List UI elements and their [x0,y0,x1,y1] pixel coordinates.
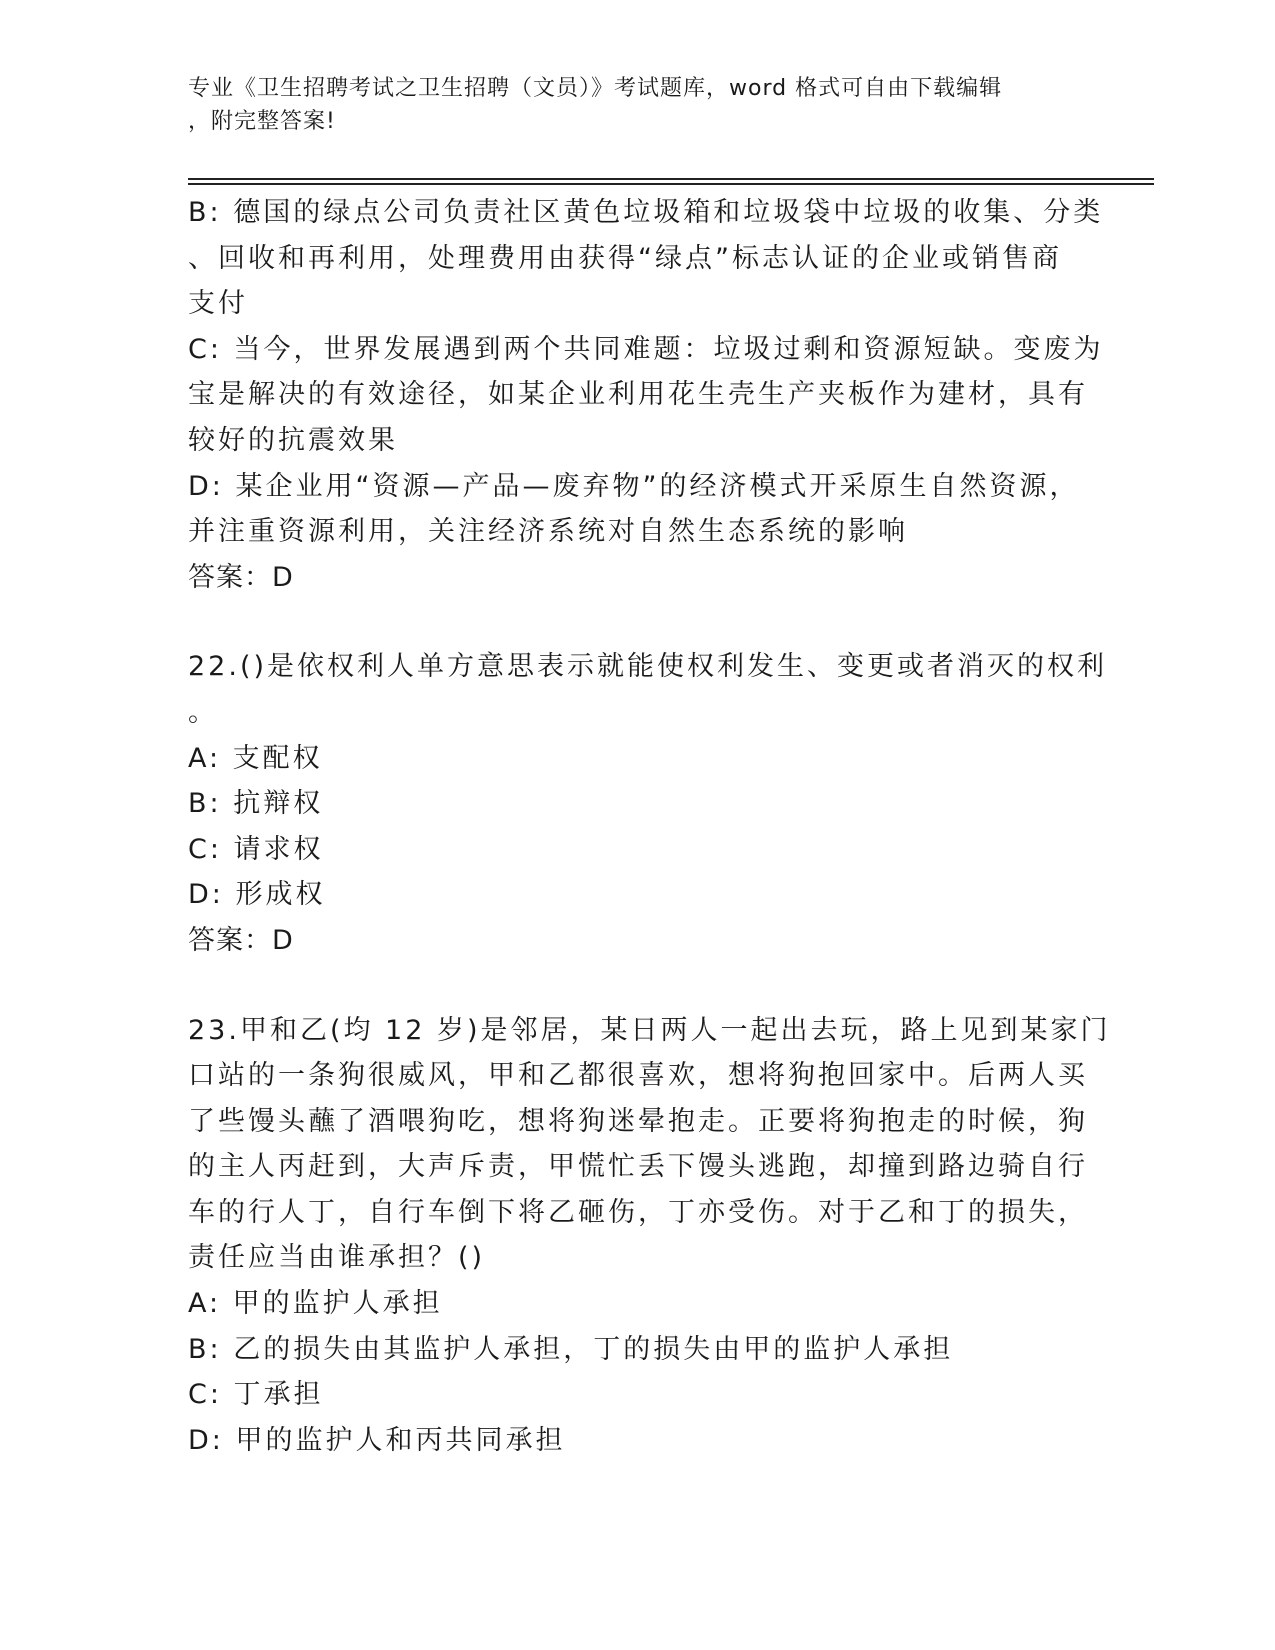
q23-stem-line-5: 车的行人丁，自行车倒下将乙砸伤，丁亦受伤。对于乙和丁的损失， [188,1196,1088,1228]
q23-option-c: C: 丁承担 [188,1379,324,1411]
question-spacer [188,964,1088,1008]
header-title-line-2: ，附完整答案! [188,109,336,134]
q21-option-d [188,464,1088,555]
q23-stem-line-3: 了些馒头蘸了酒喂狗吃，想将狗迷晕抱走。正要将狗抱走的时候，狗 [188,1105,1088,1137]
q23-option-a: A: 甲的监护人承担 [188,1288,443,1320]
q21-answer: 答案：D [188,561,294,593]
q22-option-a: A: 支配权 [188,742,323,774]
q23-stem-line-1: 23.甲和乙(均 12 岁)是邻居，某日两人一起出去玩，路上见到某家门 [188,1014,1111,1046]
header-divider-top [188,178,1154,180]
q21-option-c [188,327,1104,464]
q21-option-b-line-1: B: 德国的绿点公司负责社区黄色垃圾箱和垃圾袋中垃圾的收集、分类 [188,197,1104,228]
q21-option-c-line-1: C: 当今，世界发展遇到两个共同难题：垃圾过剩和资源短缺。变废为 [188,333,1104,365]
q22-option-d: D: 形成权 [188,879,326,911]
header-title-line-1: 专业《卫生招聘考试之卫生招聘（文员）》考试题库，word 格式可自由下载编辑 [188,76,1003,101]
q21-option-c-line-3: 较好的抗震效果 [188,424,398,456]
document-header [188,72,1088,138]
q21-option-c-line-2: 宝是解决的有效途径，如某企业利用花生壳生产夹板作为建材，具有 [188,379,1088,411]
question-21 [188,190,1104,600]
q21-option-d-line-2: 并注重资源利用，关注经济系统对自然生态系统的影响 [188,516,908,548]
header-divider-bottom [188,183,1154,185]
q22-stem-line-1: 22.()是依权利人单方意思表示就能使权利发生、变更或者消灭的权利 [188,651,1108,683]
q23-stem-line-4: 的主人丙赶到，大声斥责，甲慌忙丢下馒头逃跑，却撞到路边骑自行 [188,1151,1088,1183]
q21-option-b [188,190,1104,327]
q22-stem-line-2: 。 [188,696,218,728]
q22-answer: 答案：D [188,924,294,956]
question-22 [188,644,1108,963]
question-23 [188,1008,1111,1464]
q22-option-b: B: 抗辩权 [188,788,324,820]
question-content [188,190,1111,1463]
q23-stem-line-2: 口站的一条狗很威风，甲和乙都很喜欢，想将狗抱回家中。后两人买 [188,1060,1088,1092]
q23-option-b: B: 乙的损失由其监护人承担，丁的损失由甲的监护人承担 [188,1333,954,1365]
q22-option-c: C: 请求权 [188,833,324,865]
question-spacer [188,600,1088,644]
q21-option-b-line-2: 、回收和再利用，处理费用由获得“绿点”标志认证的企业或销售商 [188,242,1062,274]
q23-stem-line-6: 责任应当由谁承担？() [188,1242,486,1274]
q21-option-b-line-3: 支付 [188,288,248,320]
q21-option-d-line-1: D: 某企业用“资源—产品—废弃物”的经济模式开采原生自然资源， [188,470,1080,502]
q23-option-d: D: 甲的监护人和丙共同承担 [188,1424,566,1456]
